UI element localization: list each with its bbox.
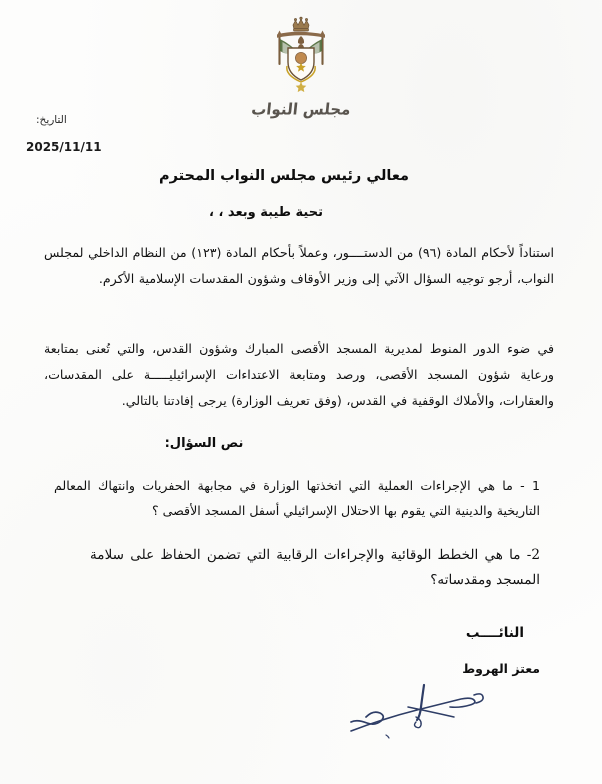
letterhead xyxy=(0,16,602,118)
signature-block xyxy=(320,625,550,676)
handwritten-signature-icon xyxy=(346,683,556,745)
question-item-1: 1 - ما هي الإجراءات العملية التي اتخذتها الوزارة في مجابهة الحفريات وانتهاك المعالم التاريخية والدينية التي يقوم بها الاحتلال الإسرائيلي أسفل المسجد الأقصى ؟ xyxy=(54,477,540,518)
date-block xyxy=(0,114,602,154)
council-name-calligraphy: مجلس النواب xyxy=(250,99,352,119)
paragraph-context: في ضوء الدور المنوط لمديرية المسجد الأقصى المبارك وشؤون القدس، والتي تُعنى بمتابعة ورعاية شؤون المسجد الأقصى، ورصد ومتابعة الاعتداءات الإسرائيليـــــة على المقدسات، والعقارات، والأملاك الوقفية في القدس، (وفق تعريف الوزارة) يرجى إفادتنا بالتالي. xyxy=(44,340,554,408)
signatory-role: النائــــب xyxy=(465,625,524,641)
date-value: 2025/11/11 xyxy=(26,140,102,154)
letter-body xyxy=(44,168,554,593)
paragraph-legal-basis: استناداً لأحكام المادة (٩٦) من الدستــــور، وعملاً بأحكام المادة (١٢٣) من النظام الداخلي لمجلس النواب، أرجو توجيه السؤال الآتي إلى وزير الأوقاف وشؤون المقدسات الإسلامية الأكرم. xyxy=(44,245,554,286)
question-list xyxy=(44,473,554,594)
recipient-line: معالي رئيس مجلس النواب المحترم xyxy=(158,168,410,184)
jordan-coat-of-arms-icon xyxy=(264,16,338,92)
date-label: التاريخ: xyxy=(36,114,67,126)
salutation-line: تحية طيبة وبعد ، ، xyxy=(209,205,323,220)
signatory-name: معتز الهروط xyxy=(462,661,540,676)
question-item-2: 2- ما هي الخطط الوقائية والإجراءات الرقابية التي تضمن الحفاظ على سلامة المسجد ومقدساته؟ xyxy=(90,547,540,589)
question-section-title: نص السؤال: xyxy=(164,435,244,451)
